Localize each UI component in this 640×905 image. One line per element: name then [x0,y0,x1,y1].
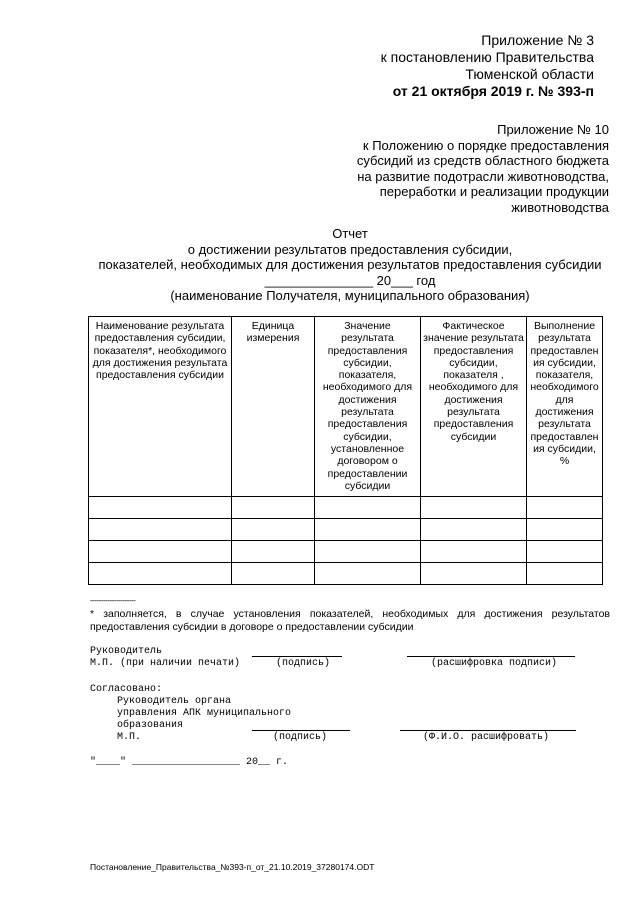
org-fio-line[interactable] [400,730,576,731]
appendix-3-header [294,32,594,100]
appendix-10-line: к Положению о порядке предоставления [362,137,609,153]
header-cell-unit: Единица измерения [232,317,315,497]
header-cell-completion: Выполнение результата предоставления субсидии, показателя, необходимого для достижения результата предоставления субсидии, % [527,317,603,497]
report-title-word: Отчет [332,226,368,241]
appendix-10-header [279,122,609,215]
head-label: Руководитель [90,646,163,657]
header-cell-actual-value: Фактическое значение результата предоставления субсидии, показателя , необходимого для достижения результата предоставления субсидии [421,317,527,497]
org-signature-caption: (подпись) [273,732,328,743]
table-cell[interactable] [421,563,527,585]
table-cell[interactable] [527,541,603,563]
head-signature-caption: (подпись) [276,658,331,669]
table-cell[interactable] [315,563,421,585]
table-cell[interactable] [89,497,232,519]
appendix-3-region: Тюменской области [465,66,594,82]
table-cell[interactable] [232,497,315,519]
org-signature-line[interactable] [252,730,350,731]
appendix-10-line: субсидий из средств областного бюджета [356,153,609,168]
table-header-row [89,317,603,497]
appendix-10-number: Приложение № 10 [497,122,609,137]
org-stamp-note: М.П. [117,732,142,743]
org-fio-caption: (Ф.И.О. расшифровать) [423,732,550,743]
footer-filename: Постановление_Правительства_№393-п_от_21.10.2019_37280174.ODT [90,862,375,872]
agreed-label: Согласовано: [90,684,163,695]
head-decoding-caption: (расшифровка подписи) [431,658,558,669]
table-row [89,563,603,585]
report-table [88,316,603,585]
report-title [60,226,640,304]
report-recipient-caption: (наименование Получателя, муниципального образования) [170,288,530,303]
table-cell[interactable] [421,497,527,519]
table-cell[interactable] [421,541,527,563]
org-head-line-1: Руководитель органа [117,696,232,707]
report-year-line: _______________ 20___ год [264,272,436,288]
table-row [89,541,603,563]
date-line[interactable]: "____" __________________ 20__ г. [90,757,289,768]
table-cell[interactable] [315,497,421,519]
table-cell[interactable] [232,563,315,585]
footnote-separator: --------------------- [90,596,136,605]
head-decoding-line[interactable] [407,656,575,657]
footnote-text: * заполняется, в случае установления показателей, необходимых для достижения результатов предоставления субсидии в договоре о предоставлении субсидии [90,608,610,633]
table-cell[interactable] [527,519,603,541]
appendix-3-date: от 21 октября 2019 г. № 393-п [392,83,594,99]
appendix-10-line: животноводства [511,199,609,215]
appendix-3-number: Приложение № 3 [481,32,594,48]
appendix-10-line: переработки и реализации продукции [379,184,609,199]
table-cell[interactable] [527,563,603,585]
org-head-line-3: образования [117,720,184,731]
appendix-10-line: на развитие подотрасли животноводства, [357,168,609,184]
head-stamp-note: М.П. (при наличии печати) [90,658,241,669]
table-cell[interactable] [89,541,232,563]
report-title-line: о достижении результатов предоставления субсидии, [187,241,513,257]
table-cell[interactable] [89,563,232,585]
org-head-line-2: управления АПК муниципального [117,708,292,719]
table-cell[interactable] [315,541,421,563]
report-title-line: показателей, необходимых для достижения результатов предоставления субсидии [98,257,602,272]
table-row [89,519,603,541]
head-signature-line[interactable] [252,656,342,657]
appendix-3-ref: к постановлению Правительства [380,49,594,65]
table-row [89,497,603,519]
table-cell[interactable] [232,519,315,541]
table-cell[interactable] [315,519,421,541]
table-cell[interactable] [527,497,603,519]
table-cell[interactable] [232,541,315,563]
table-cell[interactable] [421,519,527,541]
table-cell[interactable] [89,519,232,541]
header-cell-result-name: Наименование результата предоставления субсидии, показателя*, необходимого для достижения результата предоставления субсидии [89,317,232,497]
header-cell-planned-value: Значение результата предоставления субсидии, показателя, необходимого для достижения результата предоставления субсидии, установленное договором о предоставлении субсидии [315,317,421,497]
